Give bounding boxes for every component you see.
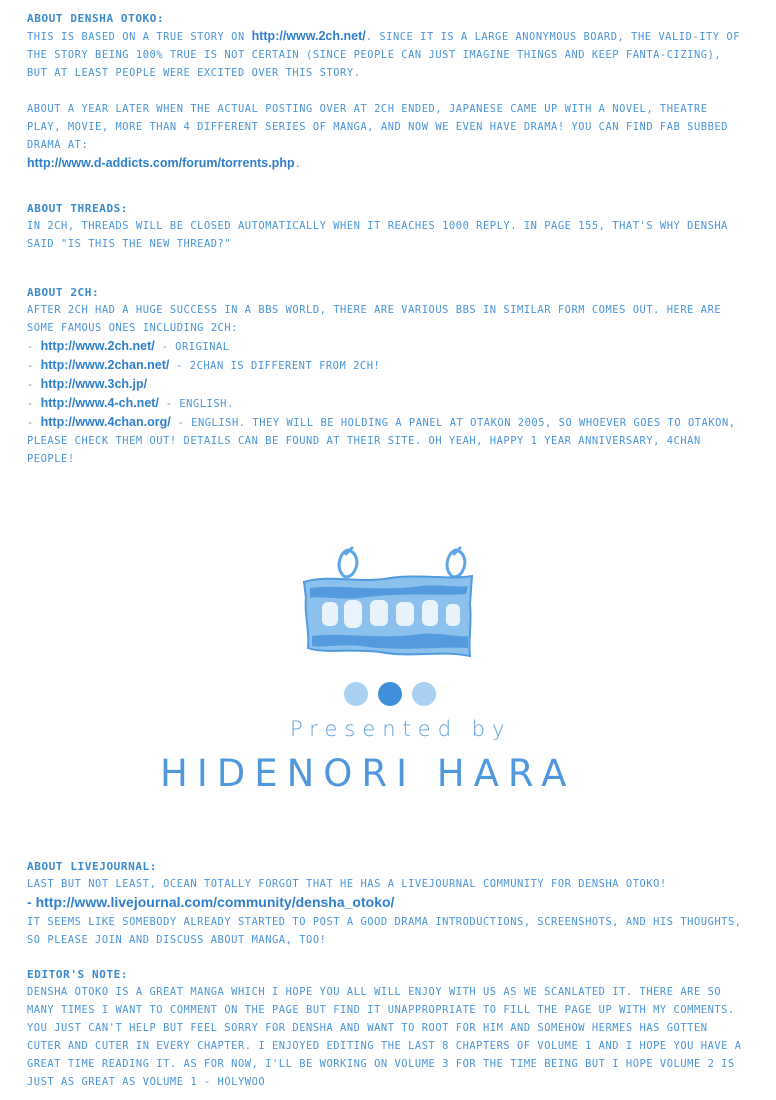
link-2chan-net[interactable]: http://www.2chan.net/ — [40, 358, 170, 372]
bbs-list-item: - http://www.3ch.jp/ — [27, 377, 148, 391]
paragraph: IN 2CH, THREADS WILL BE CLOSED AUTOMATICALLY WHEN IT REACHES 1000 REPLY. IN PAGE 155, THAT'S WHY DENSHA SAID "IS THIS THE NEW THREAD?" — [27, 220, 728, 250]
decorative-dots — [344, 682, 436, 706]
paragraph: THIS IS BASED ON A TRUE STORY ON http://www.2ch.net/. SINCE IT IS A LARGE ANONYMOUS BOARD, THE VALID-ITY OF THE STORY BEING 100% TRUE IS NOT CERTAIN (SINCE PEOPLE CAN JUST IMAGINE THINGS AND KEEP FANTA-CIZING), BUT AT LEAST PEOPLE WERE EXCITED OVER THIS STORY. — [27, 29, 741, 79]
paragraph: ABOUT A YEAR LATER WHEN THE ACTUAL POSTING OVER AT 2CH ENDED, JAPANESE CAME UP WITH A NOVEL, THEATRE PLAY, MOVIE, MORE THAN 4 DIFFERENT SERIES OF MANGA, AND NOW WE EVEN HAVE DRAMA! YOU CAN FIND FAB SUBBED DRAMA AT: http://www.d-addicts.com/forum/torrents.php. — [27, 103, 728, 170]
link-2ch-net[interactable]: http://www.2ch.net/ — [40, 339, 155, 353]
paragraph: LAST BUT NOT LEAST, OCEAN TOTALLY FORGOT THAT HE HAS A LIVEJOURNAL COMMUNITY FOR DENSHA OTOKO! — [27, 878, 667, 890]
link-3ch-jp[interactable]: http://www.3ch.jp/ — [40, 377, 148, 391]
bbs-list-item: - http://www.4chan.org/ - ENGLISH. THEY WILL BE HOLDING A PANEL AT OTAKON 2005, SO WHOEVER GOES TO OTAKON, PLEASE CHECK THEM OUT! DETAILS CAN BE FOUND AT THEIR SITE. OH YEAH, HAPPY 1 YEAR ANNIVERSARY, 4CHAN PEOPLE! — [27, 415, 736, 465]
livejournal-link-line: - http://www.livejournal.com/community/densha_otoko/ — [27, 894, 395, 910]
dot-icon — [412, 682, 436, 706]
section-heading: ABOUT LIVEJOURNAL: — [27, 860, 158, 873]
link-2ch[interactable]: http://www.2ch.net/ — [251, 29, 366, 43]
link-d-addicts[interactable]: http://www.d-addicts.com/forum/torrents.php — [27, 156, 295, 170]
section-threads — [27, 200, 742, 253]
section-heading: ABOUT DENSHA OTOKO: — [27, 12, 165, 25]
paragraph: AFTER 2CH HAD A HUGE SUCCESS IN A BBS WORLD, THERE ARE VARIOUS BBS IN SIMILAR FORM COMES OUT. HERE ARE SOME FAMOUS ONES INCLUDING 2CH: — [27, 304, 722, 334]
bbs-list-item: - http://www.4-ch.net/ - ENGLISH. — [27, 396, 234, 410]
link-4-ch-net[interactable]: http://www.4-ch.net/ — [40, 396, 159, 410]
dot-icon — [344, 682, 368, 706]
section-livejournal — [27, 858, 742, 949]
presented-by-label: Presented by — [290, 717, 512, 741]
blue-stamp-logo-icon — [300, 544, 475, 664]
bbs-list-item: - http://www.2chan.net/ - 2CHAN IS DIFFERENT FROM 2CH! — [27, 358, 381, 372]
paragraph: IT SEEMS LIKE SOMEBODY ALREADY STARTED TO POST A GOOD DRAMA INTRODUCTIONS, SCREENSHOTS, AND HIS THOUGHTS, SO PLEASE JOIN AND DISCUSS ABOUT MANGA, TOO! — [27, 916, 742, 946]
dot-icon — [378, 682, 402, 706]
section-heading: ABOUT 2CH: — [27, 286, 100, 299]
link-livejournal[interactable]: http://www.livejournal.com/community/densha_otoko/ — [35, 894, 395, 910]
paragraph: DENSHA OTOKO IS A GREAT MANGA WHICH I HOPE YOU ALL WILL ENJOY WITH US AS WE SCANLATED IT. THERE ARE SO MANY TIMES I WANT TO COMMENT ON THE PAGE BUT FIND IT UNAPPROPRIATE TO FILL THE PAGE UP WITH MY COMMENTS. YOU JUST CAN'T HELP BUT FEEL SORRY FOR DENSHA AND WANT TO ROOT FOR HIM AND SOMEHOW HERMES HAS GOTTEN CUTER AND CUTER IN EVERY CHAPTER. I ENJOYED EDITING THE LAST 8 CHAPTERS OF VOLUME 1 AND I HOPE YOU HAVE A GREAT TIME READING IT. AS FOR NOW, I'LL BE WORKING ON VOLUME 3 FOR THE TIME BEING BUT I HOPE VOLUME 2 IS JUST AS GREAT AS VOLUME 1 - HOLYWOO — [27, 986, 742, 1088]
author-name: HIDENORI HARA — [160, 752, 576, 795]
bbs-list-item: - http://www.2ch.net/ - ORIGINAL — [27, 339, 230, 353]
link-4chan-org[interactable]: http://www.4chan.org/ — [40, 415, 171, 429]
section-heading: EDITOR'S NOTE: — [27, 968, 129, 981]
section-2ch — [27, 284, 742, 468]
section-editors-note — [27, 966, 742, 1091]
section-densha-otoko — [27, 10, 742, 173]
section-heading: ABOUT THREADS: — [27, 202, 129, 215]
